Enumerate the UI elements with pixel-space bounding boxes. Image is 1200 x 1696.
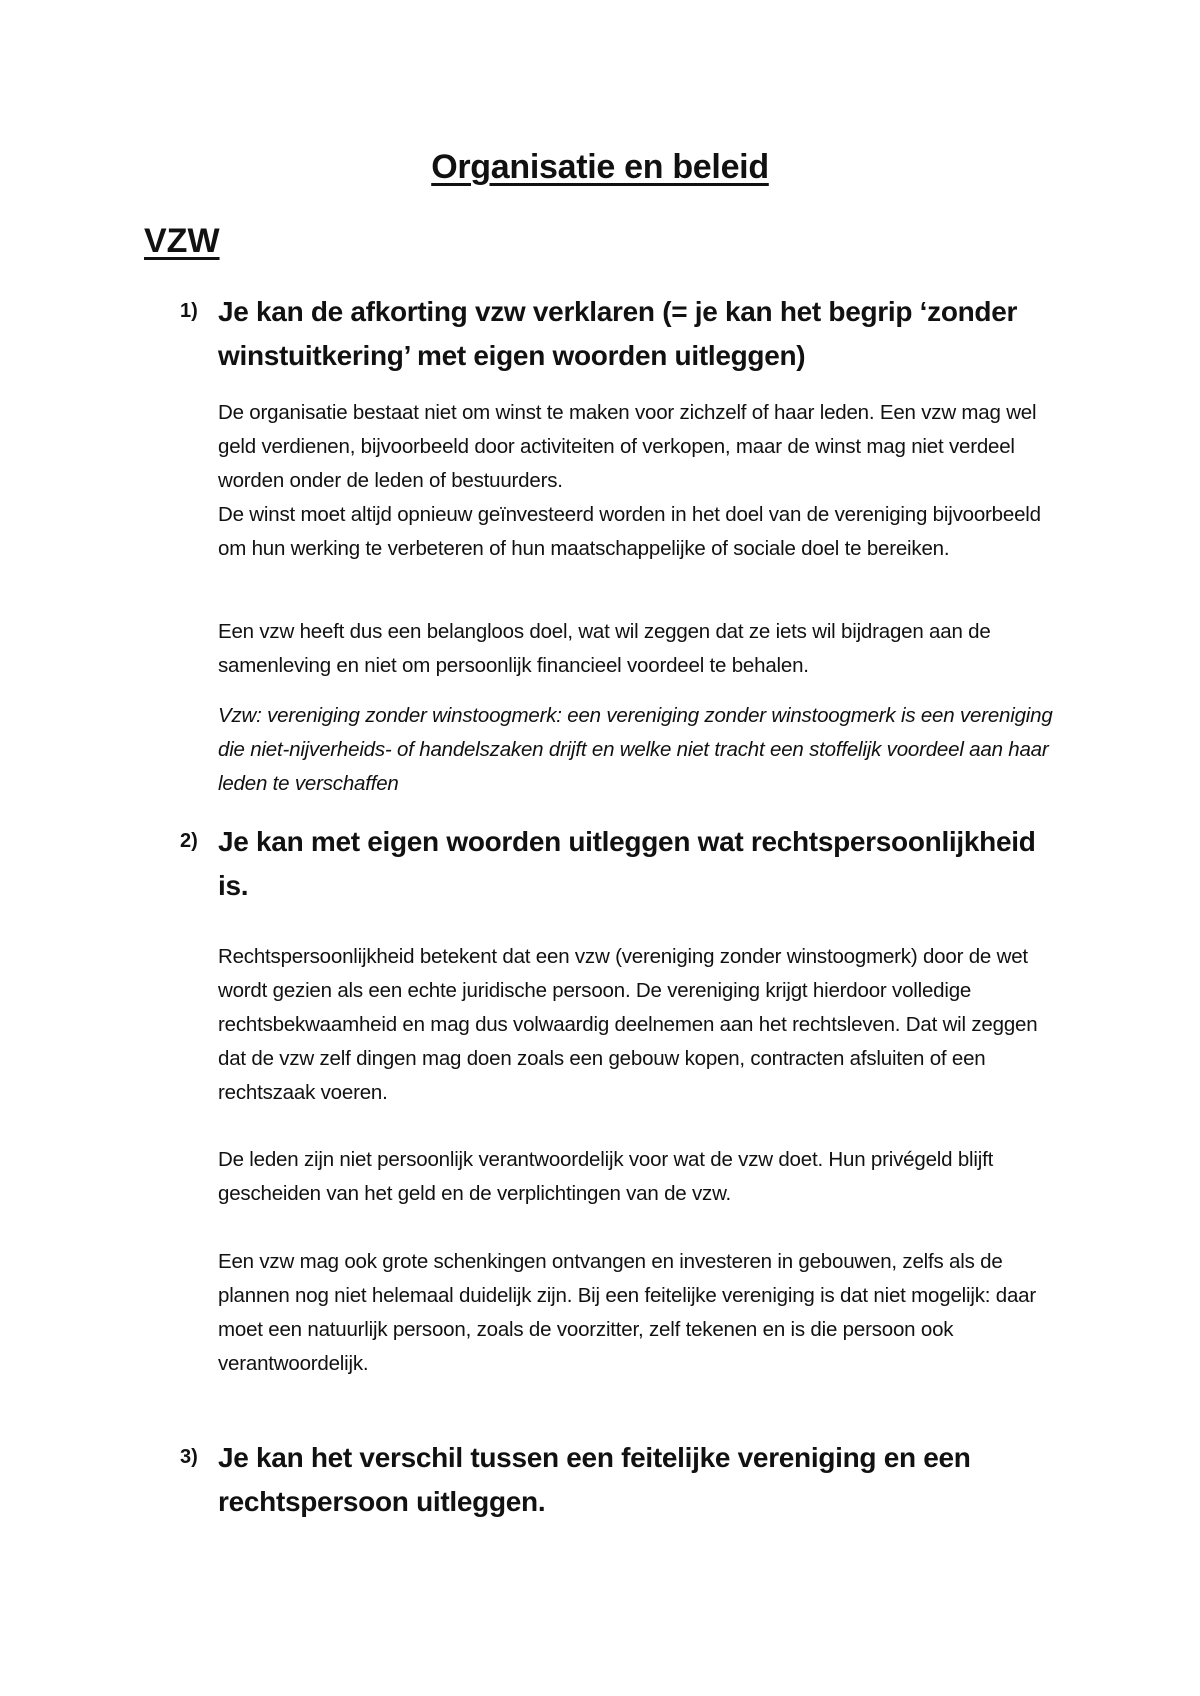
answer-1-block-a <box>218 396 1068 566</box>
question-2 <box>180 820 1060 908</box>
question-number: 2) <box>180 830 198 852</box>
question-number: 3) <box>180 1446 198 1468</box>
section-heading: VZW <box>144 222 220 260</box>
answer-2-paragraph-3: Een vzw mag ook grote schenkingen ontvangen en investeren in gebouwen, zelfs als de plannen nog niet helemaal duidelijk zijn. Bij een feitelijke vereniging is dat niet mogelijk: daar moet een natuurlijk persoon, zoals de voorzitter, zelf tekenen en is die persoon ook verantwoordelijk. <box>218 1250 1036 1375</box>
answer-paragraph: De organisatie bestaat niet om winst te maken voor zichzelf of haar leden. Een vzw mag wel geld verdienen, bijvoorbeeld door activiteiten of verkopen, maar de winst mag niet verdeel worden onder de leden of bestuurders. <box>218 401 1037 492</box>
question-text: Je kan met eigen woorden uitleggen wat rechtspersoonlijkheid is. <box>218 826 1036 901</box>
definition-paragraph: Vzw: vereniging zonder winstoogmerk: een vereniging zonder winstoogmerk is een vereniging die niet-nijverheids- of handelszaken drijft en welke niet tracht een stoffelijk voordeel aan haar leden te verschaffen <box>218 704 1053 795</box>
question-1 <box>180 290 1060 378</box>
document-title: Organisatie en beleid <box>431 148 769 186</box>
question-text: Je kan het verschil tussen een feitelijke vereniging en een rechtspersoon uitleggen. <box>218 1442 971 1517</box>
answer-1-block-b <box>218 615 1068 683</box>
question-text: Je kan de afkorting vzw verklaren (= je kan het begrip ‘zonder winstuitkering’ met eigen woorden uitleggen) <box>218 296 1018 371</box>
answer-2-paragraph-2: De leden zijn niet persoonlijk verantwoordelijk voor wat de vzw doet. Hun privégeld blijft gescheiden van het geld en de verplichtingen van de vzw. <box>218 1148 994 1205</box>
question-3 <box>180 1436 1060 1524</box>
answer-paragraph: De winst moet altijd opnieuw geïnvesteerd worden in het doel van de vereniging bijvoorbeeld om hun werking te verbeteren of hun maatschappelijke of sociale doel te bereiken. <box>218 503 1041 560</box>
answer-paragraph: Een vzw heeft dus een belangloos doel, wat wil zeggen dat ze iets wil bijdragen aan de samenleving en niet om persoonlijk financieel voordeel te behalen. <box>218 620 991 677</box>
answer-2-paragraph-1: Rechtspersoonlijkheid betekent dat een vzw (vereniging zonder winstoogmerk) door de wet wordt gezien als een echte juridische persoon. De vereniging krijgt hierdoor volledige rechtsbekwaamheid en mag dus volwaardig deelnemen aan het rechtsleven. Dat wil zeggen dat de vzw zelf dingen mag doen zoals een gebouw kopen, contracten afsluiten of een rechtszaak voeren. <box>218 945 1038 1104</box>
question-number: 1) <box>180 300 198 322</box>
